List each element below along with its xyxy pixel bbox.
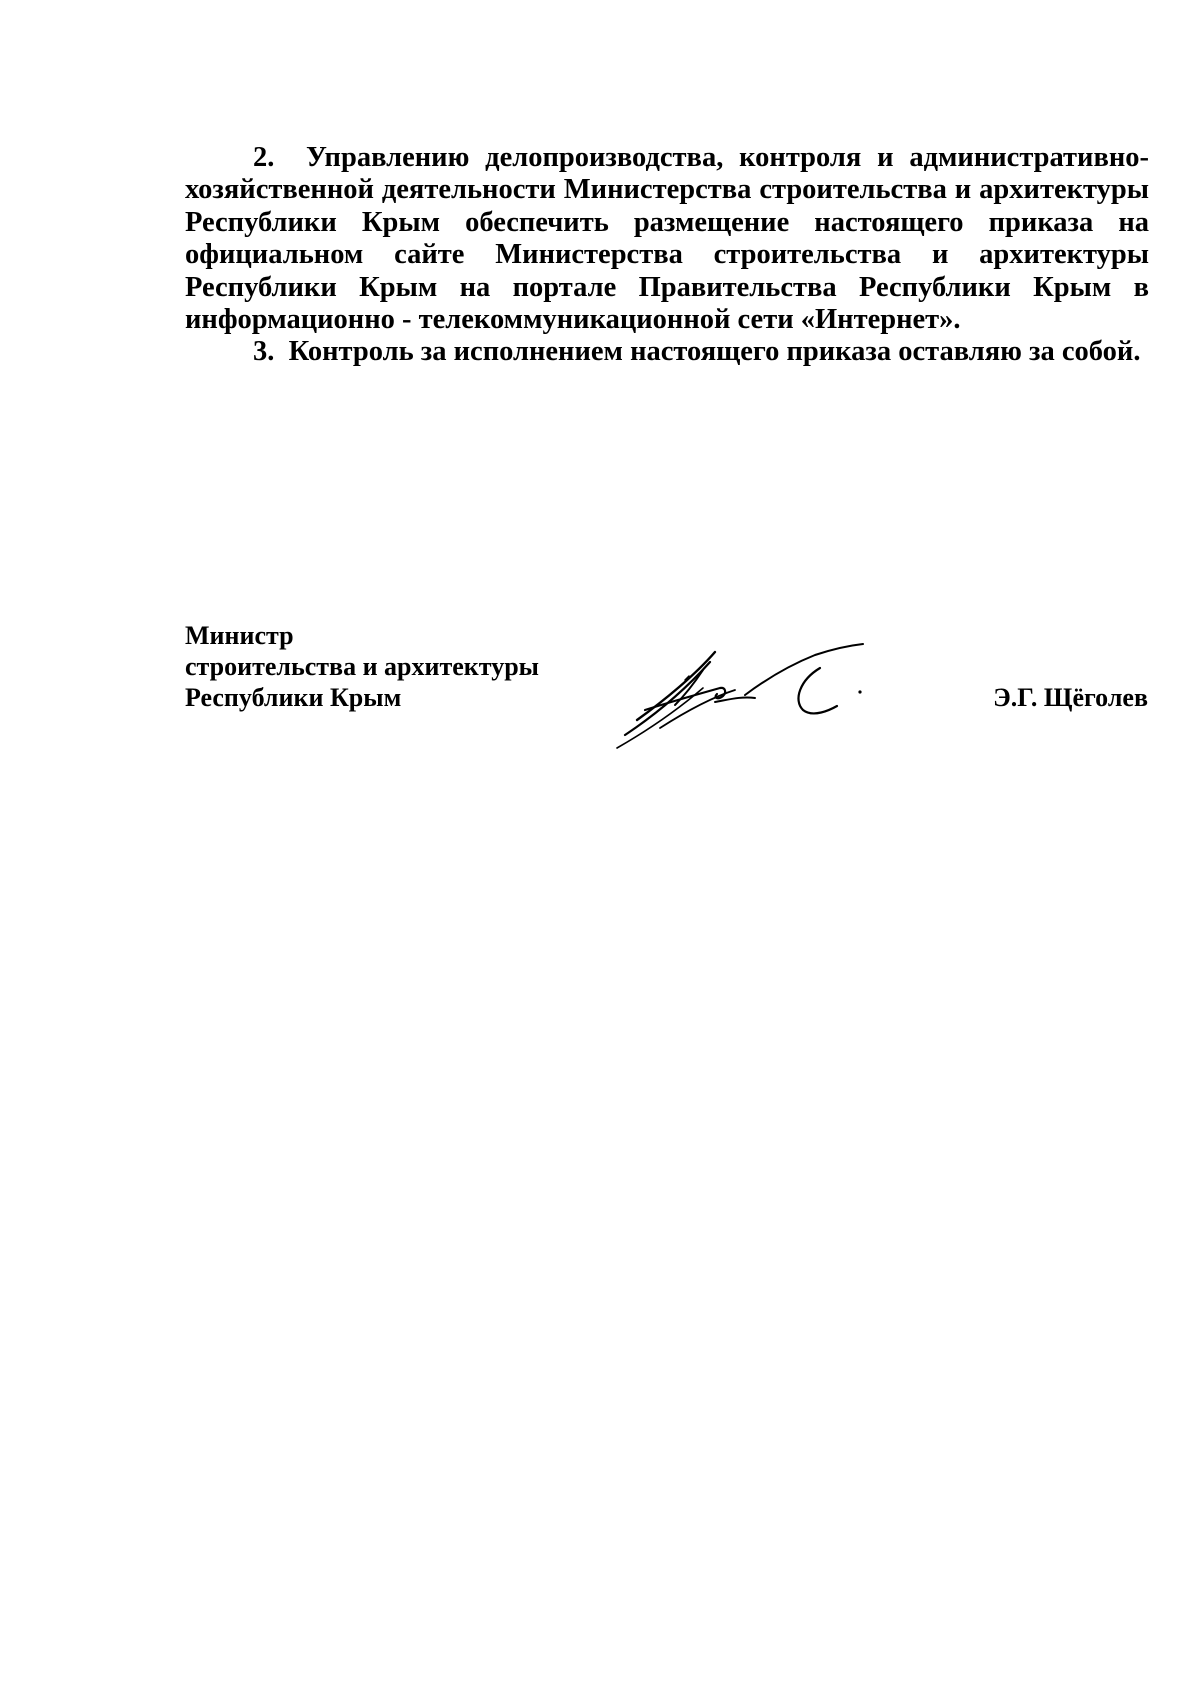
position-line-1: Министр (185, 621, 294, 650)
paragraph-3 (185, 336, 1149, 368)
handwritten-signature-icon (615, 640, 915, 760)
paragraph-number: 3. (253, 336, 275, 368)
signer-name: Э.Г. Щёголев (993, 683, 1148, 712)
signatory-position (185, 620, 539, 713)
position-line-2: строительства и архитектуры (185, 652, 539, 681)
paragraph-number: 2. (253, 142, 275, 173)
document-body (185, 142, 1149, 369)
paragraph-2 (185, 142, 1149, 336)
paragraph-text: Контроль за исполнением настоящего приказа оставляю за собой. (288, 336, 1141, 368)
paragraph-text: Управлению делопроизводства, контроля и административно-хозяйственной деятельности Министерства строительства и архитектуры Республики Крым обеспечить размещение настоящего приказа на официальном сайте Министерства строительства и архитектуры Республики Крым на портале Правительства Республики Крым в информационно - телекоммуникационной сети «Интернет». (185, 142, 1150, 336)
position-line-3: Республики Крым (185, 683, 402, 712)
